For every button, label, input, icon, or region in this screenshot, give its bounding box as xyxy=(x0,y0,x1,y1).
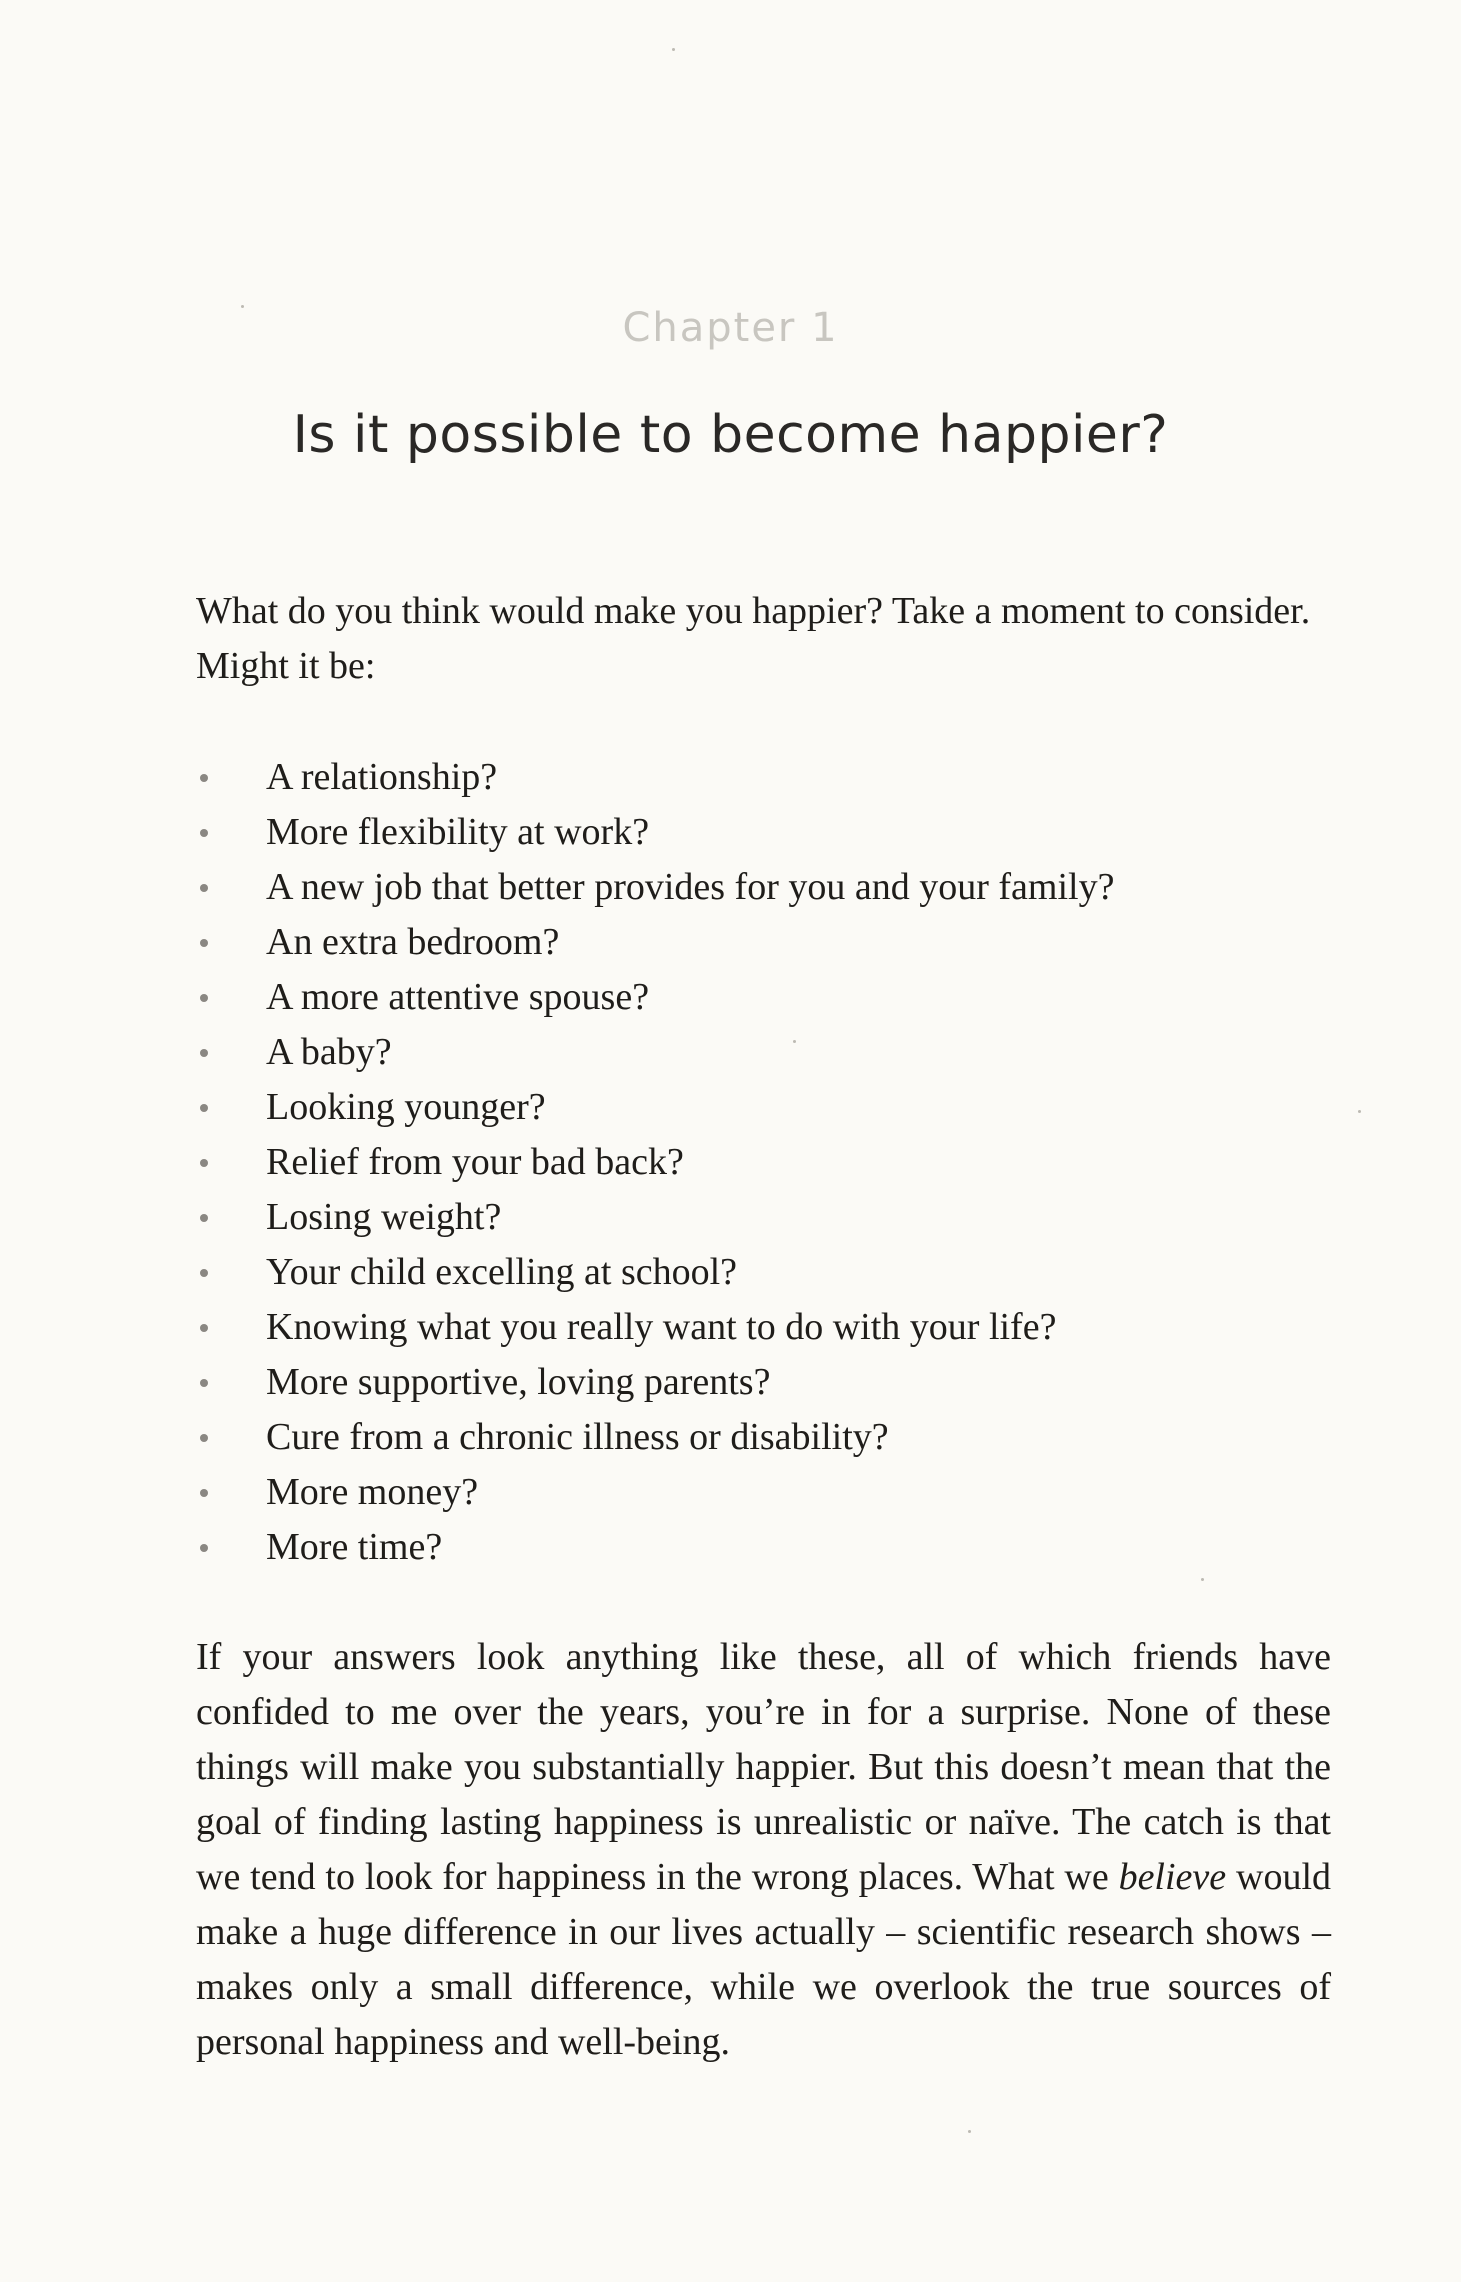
list-item-text: More supportive, loving parents? xyxy=(266,1361,771,1403)
list-item-text: A new job that better provides for you and your family? xyxy=(266,866,1115,908)
bullet-icon xyxy=(200,884,208,892)
bullet-icon xyxy=(200,1104,208,1112)
paper-speck xyxy=(968,2130,971,2133)
bullet-icon xyxy=(200,1544,208,1552)
bullet-icon xyxy=(200,1434,208,1442)
bullet-icon xyxy=(200,829,208,837)
intro-paragraph: What do you think would make you happier? Take a moment to consider. Might it be: xyxy=(196,590,1311,687)
list-item-text: A baby? xyxy=(266,1031,392,1073)
list-item xyxy=(196,805,1331,860)
list-item-text: Relief from your bad back? xyxy=(266,1141,684,1183)
list-item xyxy=(196,970,1331,1025)
list-item-text: More flexibility at work? xyxy=(266,811,650,853)
bullet-icon xyxy=(200,994,208,1002)
list-item-text: An extra bedroom? xyxy=(266,921,560,963)
list-item-text: Losing weight? xyxy=(266,1196,502,1238)
list-item xyxy=(196,1410,1331,1465)
closing-text-part-1: If your answers look anything like these, all of which friends have confided to me over the years, you’re in for a surprise. None of these things will make you substantially happier. But this doesn’t mean that the goal of finding lasting happiness is unrealistic or naïve. The catch is that we tend to look for happiness in the wrong places. What we xyxy=(196,1636,1331,1898)
paper-speck xyxy=(1358,1110,1361,1113)
list-item xyxy=(196,1355,1331,1410)
closing-emphasis: believe xyxy=(1118,1856,1227,1898)
bullet-icon xyxy=(200,1269,208,1277)
chapter-label: Chapter 1 xyxy=(622,305,839,351)
bullet-icon xyxy=(200,1049,208,1057)
bullet-list xyxy=(196,750,1331,1575)
closing-paragraph xyxy=(196,1630,1331,2070)
list-item xyxy=(196,1520,1331,1575)
list-item xyxy=(196,860,1331,915)
paper-speck xyxy=(1201,1578,1204,1581)
bullet-icon xyxy=(200,774,208,782)
bullet-icon xyxy=(200,939,208,947)
list-item-text: More time? xyxy=(266,1526,443,1568)
list-item-text: Knowing what you really want to do with your life? xyxy=(266,1306,1057,1348)
list-item xyxy=(196,1190,1331,1245)
paper-speck xyxy=(672,48,675,51)
bullet-icon xyxy=(200,1489,208,1497)
bullet-icon xyxy=(200,1324,208,1332)
chapter-title: Is it possible to become happier? xyxy=(292,405,1169,465)
list-item xyxy=(196,1300,1331,1355)
list-item xyxy=(196,915,1331,970)
list-item xyxy=(196,1135,1331,1190)
list-item-text: Looking younger? xyxy=(266,1086,546,1128)
list-item-text: A relationship? xyxy=(266,756,498,798)
list-item xyxy=(196,1465,1331,1520)
list-item xyxy=(196,750,1331,805)
list-item-text: Your child excelling at school? xyxy=(266,1251,738,1293)
bullet-icon xyxy=(200,1159,208,1167)
list-item xyxy=(196,1245,1331,1300)
closing-text-part-2: would make a huge difference in our lives actually – scientific research shows – makes only a small difference, while we overlook the true sources of personal happiness and well-being. xyxy=(196,1856,1331,2063)
list-item-text: More money? xyxy=(266,1471,479,1513)
list-item xyxy=(196,1080,1331,1135)
list-item xyxy=(196,1025,1331,1080)
bullet-icon xyxy=(200,1379,208,1387)
list-item-text: A more attentive spouse? xyxy=(266,976,650,1018)
list-item-text: Cure from a chronic illness or disability? xyxy=(266,1416,889,1458)
bullet-icon xyxy=(200,1214,208,1222)
